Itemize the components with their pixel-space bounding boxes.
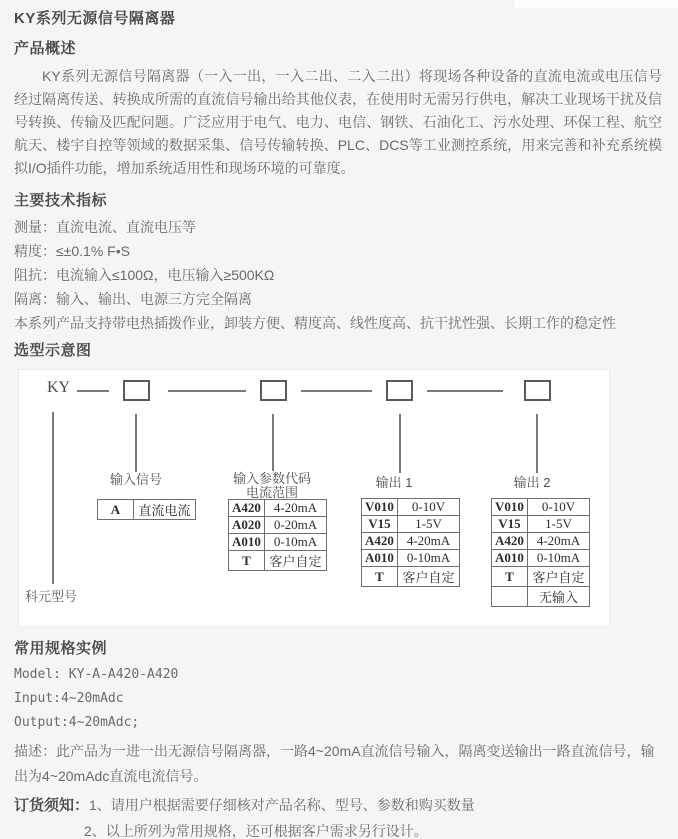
connector-line <box>427 390 503 392</box>
group-label-output-2 <box>477 476 587 490</box>
overview-heading: 产品概述 <box>14 40 77 57</box>
group-label-text-line2: 电流范围 <box>245 485 298 500</box>
table-row <box>229 534 327 551</box>
value-cell: 直流电流 <box>134 500 196 520</box>
value-cell: 0-10V <box>398 499 460 516</box>
value-cell: 0-10V <box>528 499 590 516</box>
spec-measure: 测量：直流电流、直流电压等 <box>14 219 196 235</box>
ordering-item-1: 1、请用户根据需要仔细核对产品名称、型号、参数和购买数量 <box>89 797 475 813</box>
value-cell: 客户自定 <box>528 567 590 587</box>
value-cell: 4-20mA <box>265 500 327 517</box>
drop-line-prefix <box>52 412 54 584</box>
output-2-table <box>491 498 590 607</box>
drop-line-3 <box>399 414 401 473</box>
table-row <box>492 499 590 516</box>
value-cell: 0-10mA <box>265 534 327 551</box>
input-signal-table <box>97 499 196 520</box>
code-cell: A420 <box>362 533 398 550</box>
value-cell: 4-20mA <box>398 533 460 550</box>
table-row <box>362 533 460 550</box>
spec-feature: 本系列产品支持带电热插拨作业，卸装方便、精度高、线性度高、抗干扰性强、长期工作的稳定性 <box>14 315 616 331</box>
input-param-table <box>228 499 327 571</box>
group-label-text: 输入参数代码 <box>232 471 311 486</box>
spec-impedance: 阻抗：电流输入≤100Ω，电压输入≥500KΩ <box>14 267 275 283</box>
table-row <box>492 516 590 533</box>
example-input-line: Input:4~20mAdc <box>14 691 124 706</box>
code-cell: T <box>229 551 265 571</box>
group-label-input-signal <box>81 473 191 487</box>
value-cell: 1-5V <box>398 516 460 533</box>
spec-accuracy: 精度：≤±0.1% F•S <box>14 243 130 259</box>
group-label-text: 输出 1 <box>375 475 413 490</box>
value-cell: 无输入 <box>528 587 590 607</box>
output-1-table <box>361 498 460 587</box>
specs-heading: 主要技术指标 <box>14 192 108 209</box>
code-cell: A420 <box>229 500 265 517</box>
code-cell: V010 <box>492 499 528 516</box>
spec-isolation: 隔离：输入、输出、电源三方完全隔离 <box>14 291 252 307</box>
code-cell: A020 <box>229 517 265 534</box>
table-row <box>229 551 327 571</box>
connector-line <box>168 390 246 392</box>
value-cell: 0-10mA <box>528 550 590 567</box>
table-row <box>362 516 460 533</box>
model-selection-diagram <box>18 369 610 627</box>
code-cell: T <box>492 567 528 587</box>
table-row <box>492 550 590 567</box>
code-cell <box>492 587 528 607</box>
table-row <box>492 587 590 607</box>
selection-heading: 选型示意图 <box>14 342 92 359</box>
group-label-text: 输入信号 <box>109 472 162 487</box>
drop-line-4 <box>536 414 538 473</box>
code-cell: V15 <box>492 516 528 533</box>
code-cell: V010 <box>362 499 398 516</box>
example-heading: 常用规格实例 <box>14 640 108 657</box>
page-title: KY系列无源信号隔离器 <box>14 10 176 27</box>
connector-line <box>77 390 109 392</box>
model-code-box-2 <box>260 380 287 401</box>
ordering-item-2: 2、以上所列为常用规格，还可根据客户需求另行设计。 <box>84 823 428 839</box>
ordering-notes <box>14 798 662 813</box>
table-row <box>229 500 327 517</box>
example-model-line: Model: KY-A-A420-A420 <box>14 667 179 682</box>
value-cell: 1-5V <box>528 516 590 533</box>
value-cell: 0-20mA <box>265 517 327 534</box>
code-cell: T <box>362 567 398 587</box>
code-cell: A010 <box>362 550 398 567</box>
example-description: 描述：此产品为一进一出无源信号隔离器，一路4~20mA直流信号输入，隔离变送输出一路直流信号，输出为4~20mAdc直流电流信号。 <box>14 743 655 784</box>
code-cell: A010 <box>229 534 265 551</box>
table-row <box>492 567 590 587</box>
table-row <box>98 500 196 520</box>
code-cell: V15 <box>362 516 398 533</box>
example-output-line: Output:4~20mAdc; <box>14 715 140 730</box>
code-cell: A420 <box>492 533 528 550</box>
model-code-box-4 <box>524 380 551 401</box>
group-label-output-1 <box>339 476 449 490</box>
group-label-text: 输出 2 <box>513 475 551 490</box>
value-cell: 客户自定 <box>265 551 327 571</box>
drop-line-1 <box>135 414 137 472</box>
top-white-strip <box>514 0 678 8</box>
code-cell: A010 <box>492 550 528 567</box>
vendor-model-label: 科元型号 <box>25 589 78 604</box>
code-cell: A <box>98 500 134 520</box>
value-cell: 客户自定 <box>398 567 460 587</box>
connector-line <box>301 390 372 392</box>
value-cell: 4-20mA <box>528 533 590 550</box>
model-prefix: KY <box>47 379 71 396</box>
table-row <box>362 499 460 516</box>
overview-paragraph: KY系列无源信号隔离器（一入一出，一入二出、二入二出）将现场各种设备的直流电流或电压信号经过隔离传送、转换成所需的直流信号输出给其他仪表，在使用时无需另行供电，解决工业现场干扰及信号转换、传输及匹配问题。广泛应用于电气、电力、电信、钢铁、石油化工、污水处理、环保工程、航空航天、楼宇自控等领域的数据采集、信号传输转换、PLC、DCS等工业测控系统，用来完善和补充系统模拟I/O插件功能，增加系统适用性和现场环境的可靠度。 <box>14 68 662 176</box>
table-row <box>362 567 460 587</box>
ordering-heading: 订货须知： <box>14 797 90 814</box>
table-row <box>229 517 327 534</box>
model-code-box-3 <box>386 380 413 401</box>
table-row <box>492 533 590 550</box>
table-row <box>362 550 460 567</box>
group-label-input-param <box>217 472 327 500</box>
drop-line-2 <box>272 414 274 471</box>
model-code-box-1 <box>123 380 150 401</box>
value-cell: 0-10mA <box>398 550 460 567</box>
